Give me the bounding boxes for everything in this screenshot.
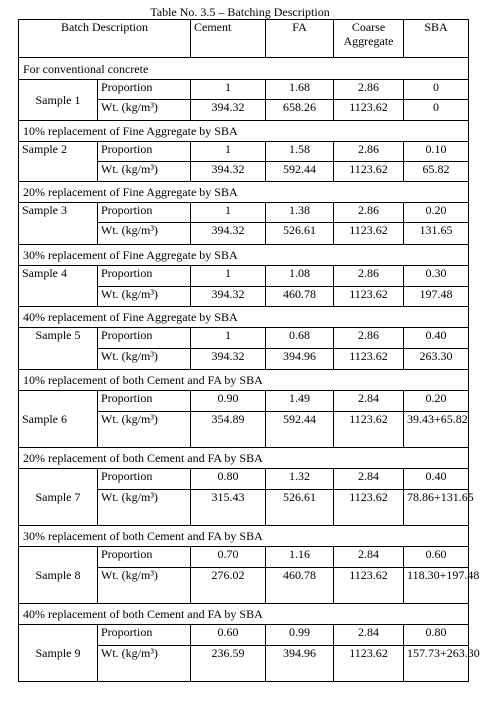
- coarse-aggregate-value: 1123.62: [334, 490, 404, 526]
- row-label: Proportion: [98, 625, 191, 646]
- coarse-aggregate-value: 2.86: [334, 142, 404, 162]
- section-row: [19, 58, 469, 80]
- section-row: [19, 245, 469, 266]
- fa-value: 592.44: [266, 162, 334, 182]
- row-label: Proportion: [98, 80, 191, 100]
- table-row: [19, 469, 469, 490]
- section-label: 20% replacement of both Cement and FA by SBA: [19, 448, 469, 469]
- section-label: 30% replacement of Fine Aggregate by SBA: [19, 245, 469, 266]
- fa-value: 1.08: [266, 266, 334, 287]
- row-label: Wt. (kg/m³): [98, 412, 191, 448]
- section-row: [19, 604, 469, 625]
- fa-value: 1.32: [266, 469, 334, 490]
- fa-value: 394.96: [266, 646, 334, 682]
- sba-value: 157.73+263.30: [404, 646, 469, 682]
- section-label: 10% replacement of Fine Aggregate by SBA: [19, 121, 469, 142]
- sba-value: 0.60: [404, 547, 469, 568]
- cement-value: 1: [191, 203, 266, 223]
- cement-value: 1: [191, 266, 266, 287]
- coarse-aggregate-value: 2.84: [334, 547, 404, 568]
- coarse-aggregate-value: 2.86: [334, 80, 404, 100]
- table-row: [19, 328, 469, 349]
- fa-value: 526.61: [266, 223, 334, 245]
- table-row: [19, 203, 469, 223]
- fa-value: 592.44: [266, 412, 334, 448]
- row-label: Wt. (kg/m³): [98, 349, 191, 370]
- row-label: Wt. (kg/m³): [98, 223, 191, 245]
- sba-value: 263.30: [404, 349, 469, 370]
- coarse-aggregate-value: 1123.62: [334, 162, 404, 182]
- sba-value: 65.82: [404, 162, 469, 182]
- header-coarse-aggregate: Coarse Aggregate: [334, 20, 404, 58]
- cement-value: 0.90: [191, 391, 266, 412]
- table-row: [19, 625, 469, 646]
- section-label: 10% replacement of both Cement and FA by SBA: [19, 370, 469, 391]
- section-row: [19, 121, 469, 142]
- cement-value: 315.43: [191, 490, 266, 526]
- row-label: Wt. (kg/m³): [98, 568, 191, 604]
- fa-value: 1.58: [266, 142, 334, 162]
- sba-value: 0.20: [404, 391, 469, 412]
- sba-value: 0.10: [404, 142, 469, 162]
- fa-value: 658.26: [266, 100, 334, 121]
- sample-label: Sample 6: [19, 391, 98, 448]
- row-label: Wt. (kg/m³): [98, 100, 191, 121]
- cement-value: 394.32: [191, 287, 266, 307]
- sba-value: 197.48: [404, 287, 469, 307]
- header-sba: SBA: [404, 20, 469, 58]
- sample-label: Sample 7: [19, 469, 98, 526]
- row-label: Proportion: [98, 142, 191, 162]
- sba-value: 0.30: [404, 266, 469, 287]
- cement-value: 1: [191, 80, 266, 100]
- section-row: [19, 526, 469, 547]
- coarse-aggregate-value: 1123.62: [334, 646, 404, 682]
- coarse-aggregate-value: 1123.62: [334, 287, 404, 307]
- section-row: [19, 307, 469, 328]
- sample-label: Sample 8: [19, 547, 98, 604]
- header-row: [19, 20, 469, 58]
- coarse-aggregate-value: 2.84: [334, 391, 404, 412]
- coarse-aggregate-value: 1123.62: [334, 100, 404, 121]
- header-fa: FA: [266, 20, 334, 58]
- sample-label: Sample 4: [19, 266, 98, 307]
- sba-value: 0.20: [404, 203, 469, 223]
- coarse-aggregate-value: 1123.62: [334, 223, 404, 245]
- cement-value: 1: [191, 142, 266, 162]
- table-row: [19, 80, 469, 100]
- sba-value: 0.40: [404, 328, 469, 349]
- row-label: Wt. (kg/m³): [98, 287, 191, 307]
- coarse-aggregate-value: 1123.62: [334, 568, 404, 604]
- coarse-aggregate-value: 1123.62: [334, 349, 404, 370]
- sample-label: Sample 3: [19, 203, 98, 245]
- section-label: 30% replacement of both Cement and FA by SBA: [19, 526, 469, 547]
- sba-value: 0.40: [404, 469, 469, 490]
- cement-value: 276.02: [191, 568, 266, 604]
- section-row: [19, 370, 469, 391]
- sba-value: 0.80: [404, 625, 469, 646]
- section-label: For conventional concrete: [19, 58, 469, 80]
- coarse-aggregate-value: 2.84: [334, 469, 404, 490]
- fa-value: 1.49: [266, 391, 334, 412]
- section-label: 40% replacement of both Cement and FA by SBA: [19, 604, 469, 625]
- section-row: [19, 448, 469, 469]
- sample-label: Sample 1: [19, 80, 98, 121]
- row-label: Proportion: [98, 391, 191, 412]
- sba-value: 0: [404, 100, 469, 121]
- coarse-aggregate-value: 2.86: [334, 203, 404, 223]
- cement-value: 0.60: [191, 625, 266, 646]
- sba-value: 39.43+65.82: [404, 412, 469, 448]
- table-body: [19, 20, 480, 682]
- sba-value: 78.86+131.65: [404, 490, 469, 526]
- table-row: [19, 547, 469, 568]
- row-label: Wt. (kg/m³): [98, 162, 191, 182]
- sample-label: Sample 5: [19, 328, 98, 370]
- cement-value: 354.89: [191, 412, 266, 448]
- batching-table: [18, 19, 480, 682]
- cement-value: 236.59: [191, 646, 266, 682]
- fa-value: 526.61: [266, 490, 334, 526]
- row-label: Proportion: [98, 203, 191, 223]
- fa-value: 1.68: [266, 80, 334, 100]
- fa-value: 460.78: [266, 568, 334, 604]
- cement-value: 394.32: [191, 223, 266, 245]
- table-row: [19, 391, 469, 412]
- header-cement: Cement: [191, 20, 266, 58]
- table-row: [19, 142, 469, 162]
- fa-value: 1.16: [266, 547, 334, 568]
- row-label: Wt. (kg/m³): [98, 490, 191, 526]
- fa-value: 1.38: [266, 203, 334, 223]
- cement-value: 0.80: [191, 469, 266, 490]
- row-label: Proportion: [98, 266, 191, 287]
- header-batch-description: Batch Description: [19, 20, 191, 58]
- cement-value: 394.32: [191, 162, 266, 182]
- sba-value: 118.30+197.48: [404, 568, 469, 604]
- row-label: Wt. (kg/m³): [98, 646, 191, 682]
- row-label: Proportion: [98, 469, 191, 490]
- sample-label: Sample 9: [19, 625, 98, 682]
- coarse-aggregate-value: 2.86: [334, 266, 404, 287]
- fa-value: 460.78: [266, 287, 334, 307]
- section-label: 20% replacement of Fine Aggregate by SBA: [19, 182, 469, 203]
- cement-value: 394.32: [191, 349, 266, 370]
- section-row: [19, 182, 469, 203]
- fa-value: 394.96: [266, 349, 334, 370]
- cement-value: 394.32: [191, 100, 266, 121]
- row-label: Proportion: [98, 328, 191, 349]
- sba-value: 131.65: [404, 223, 469, 245]
- fa-value: 0.99: [266, 625, 334, 646]
- table-title: Table No. 3.5 – Batching Description: [150, 5, 330, 19]
- sample-label: Sample 2: [19, 142, 98, 182]
- section-label: 40% replacement of Fine Aggregate by SBA: [19, 307, 469, 328]
- fa-value: 0.68: [266, 328, 334, 349]
- cement-value: 1: [191, 328, 266, 349]
- coarse-aggregate-value: 2.86: [334, 328, 404, 349]
- table-row: [19, 266, 469, 287]
- cement-value: 0.70: [191, 547, 266, 568]
- row-label: Proportion: [98, 547, 191, 568]
- sba-value: 0: [404, 80, 469, 100]
- coarse-aggregate-value: 2.84: [334, 625, 404, 646]
- coarse-aggregate-value: 1123.62: [334, 412, 404, 448]
